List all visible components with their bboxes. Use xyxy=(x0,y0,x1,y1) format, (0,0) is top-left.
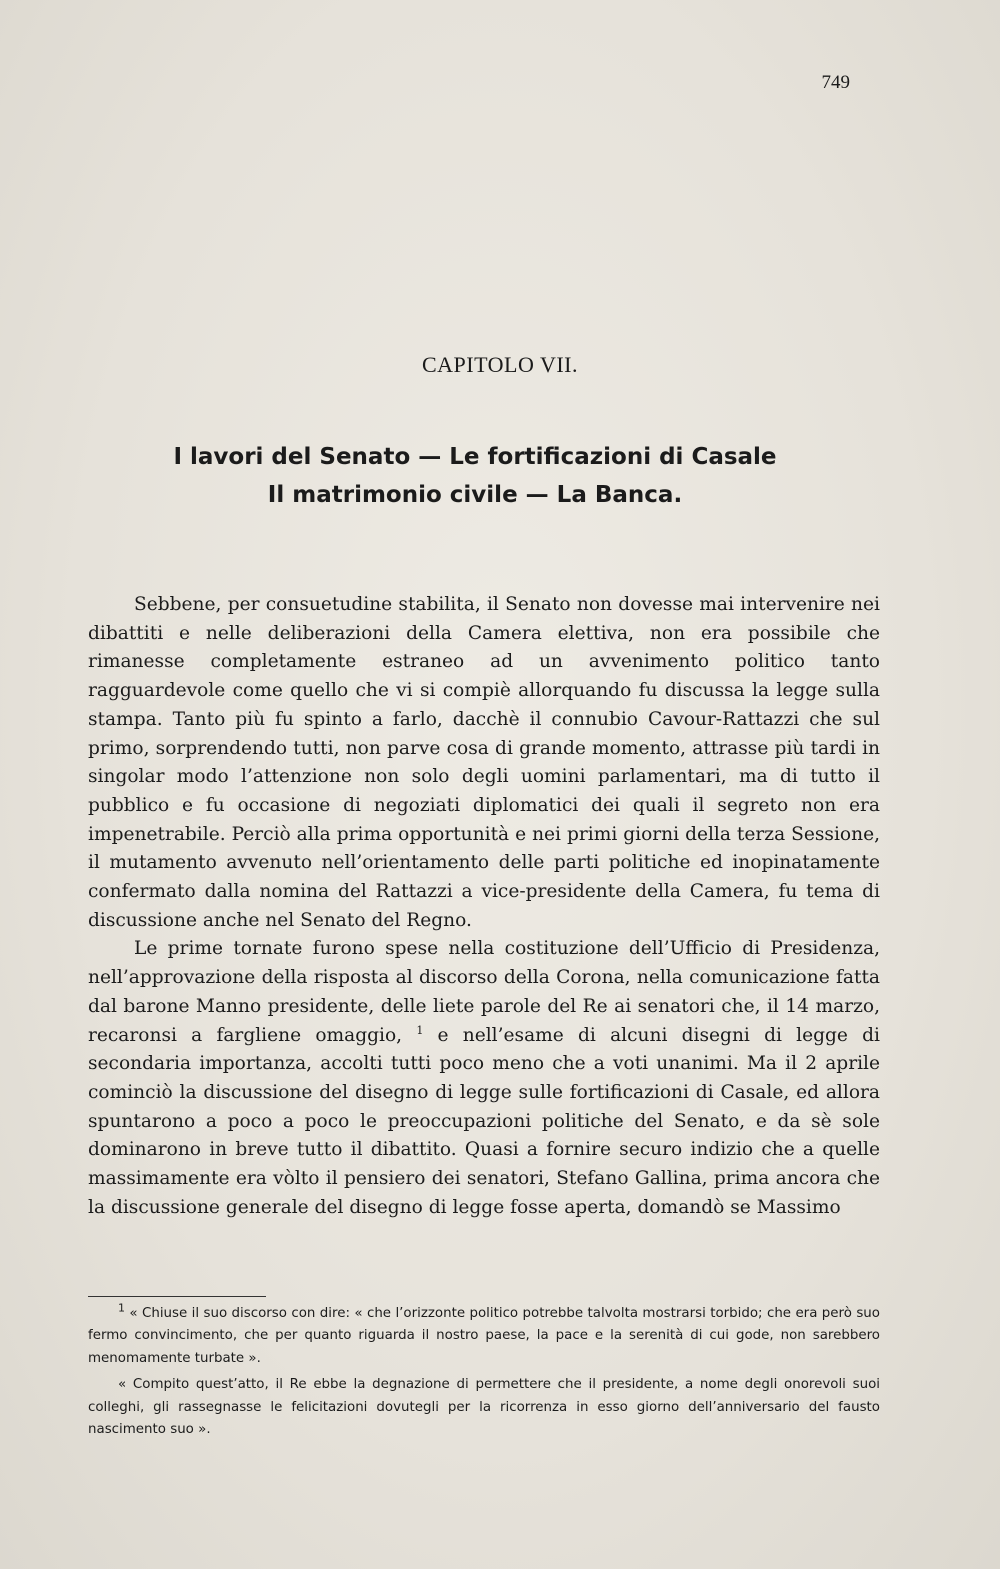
chapter-heading: CAPITOLO VII. xyxy=(421,352,579,377)
chapter-title xyxy=(0,438,950,514)
footnotes xyxy=(88,1303,880,1441)
footnote-marker: 1 xyxy=(118,1301,125,1315)
paragraph-1: Sebbene, per consuetudine stabilita, il Senato non dovesse mai intervenire nei dibattiti e nelle deliberazioni della Camera elettiva, non era possibile che rimanesse completamente estraneo ad un avvenimento politico tanto ragguardevole come quello che vi si compiè allorquando fu discussa la legge sulla stampa. Tanto più fu spinto a farlo, dacchè il connubio Cavour-Rattazzi che sul primo, sorprendendo tutti, non parve cosa di grande momento, attrasse più tardi in singolar modo l’attenzione non solo degli uomini parlamentari, ma di tutto il pubblico e fu occasione di negoziati diplomatici dei quali il segreto non era impenetrabile. Perciò alla prima opportunità e nei primi giorni della terza Sessione, il mutamento avvenuto nell’orientamento delle parti politiche ed inopinatamente confermato dalla nomina del Rattazzi a vice-presidente della Camera, fu tema di discussione anche nel Senato del Regno. xyxy=(88,594,880,931)
footnote-divider xyxy=(88,1296,266,1297)
chapter-title-line-2: Il matrimonio civile — La Banca. xyxy=(267,482,683,508)
footnote-1-continuation: « Compito quest’atto, il Re ebbe la degnazione di permettere che il presidente, a nome degli onorevoli suoi colleghi, gli rassegnasse le felicitazioni dovutegli per la ricorrenza in esso giorno dell’anniversario del fausto nascimento suo ». xyxy=(88,1377,880,1438)
paragraph-2 xyxy=(88,935,880,1222)
footnote-1 xyxy=(88,1303,880,1370)
body-text xyxy=(88,591,880,1222)
footnote-reference: 1 xyxy=(416,1023,424,1037)
footnote-1-text: « Chiuse il suo discorso con dire: « che l’orizzonte politico potrebbe talvolta mostrarsi torbido; che era però suo fermo convincimento, che per quanto riguarda il nostro paese, la pace e la serenità di cui gode, non sarebbero menomamente turbate ». xyxy=(88,1306,880,1366)
paragraph-2-part-1: Le prime tornate furono spese nella costituzione dell’Ufficio di Presidenza, nell’approvazione della risposta al discorso della Corona, nella comunicazione fatta dal barone Manno presidente, delle liete parole del Re ai senatori che, il 14 marzo, recaronsi a fargliene omaggio, xyxy=(88,938,880,1046)
paragraph-2-part-2: e nell’esame di alcuni disegni di legge di secondaria importanza, accolti tutti poco meno che a voti unanimi. Ma il 2 aprile cominciò la discussione del disegno di legge sulle fortificazioni di Casale, ed allora spuntarono a poco a poco le preoccupazioni politiche del Senato, e da sè sole dominarono in breve tutto il dibattito. Quasi a fornire securo indizio che a quelle massimamente era vòlto il pensiero dei senatori, Stefano Gallina, prima ancora che la discussione generale del disegno di legge fosse aperta, domandò se Massimo xyxy=(88,1024,880,1218)
page-number: 749 xyxy=(821,72,850,93)
chapter-title-line-1: I lavori del Senato — Le fortificazioni di Casale xyxy=(173,444,777,470)
